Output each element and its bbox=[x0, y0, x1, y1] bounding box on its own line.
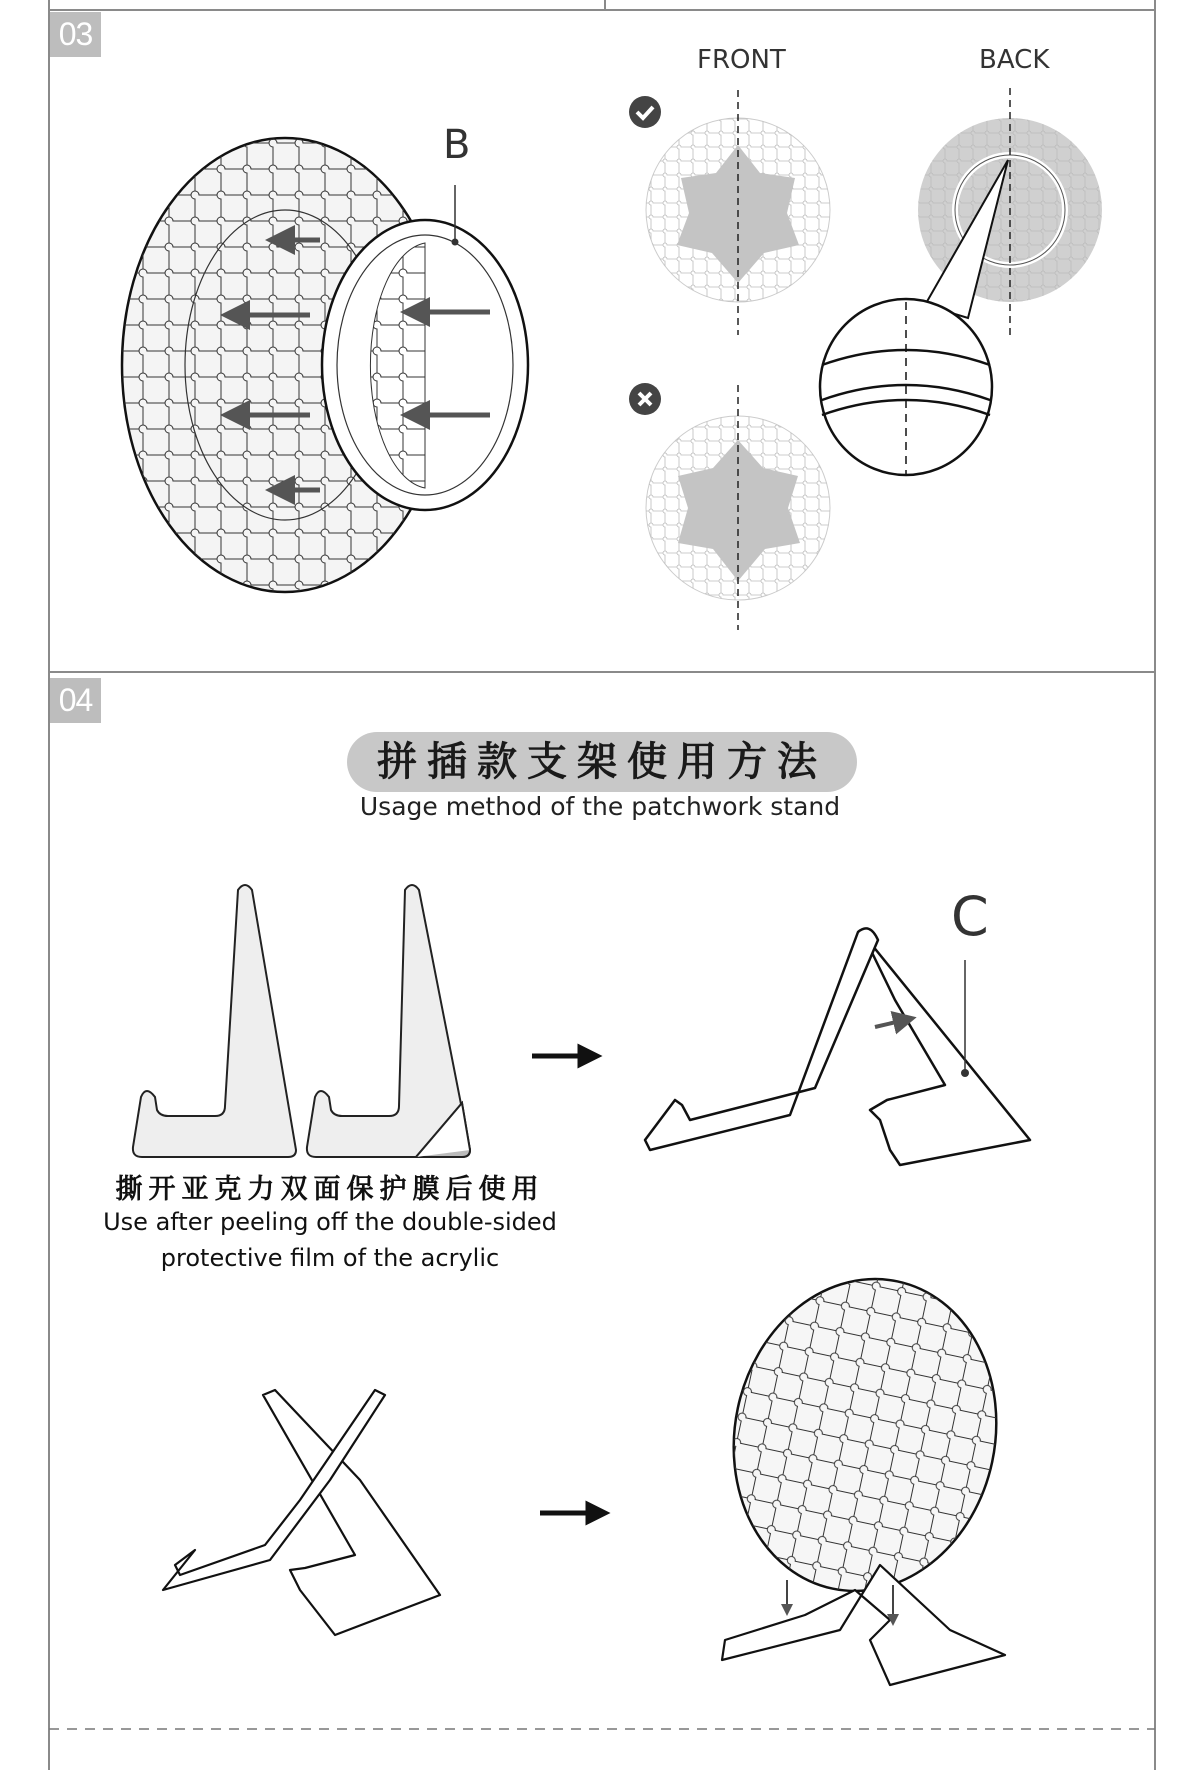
front-correct-disc bbox=[646, 90, 830, 335]
part-label-c: C bbox=[951, 885, 989, 948]
puzzle-ring-assembly bbox=[122, 138, 528, 592]
caption-chinese: 撕开亚克力双面保护膜后使用 bbox=[115, 1174, 545, 1205]
caption-english-line1: Use after peeling off the double-sided bbox=[103, 1208, 557, 1236]
step-badge-04: 04 bbox=[50, 678, 101, 723]
back-label: BACK bbox=[979, 45, 1050, 75]
front-label: FRONT bbox=[697, 45, 786, 75]
step-badge-03: 03 bbox=[50, 12, 101, 57]
crossed-stand bbox=[163, 1390, 440, 1635]
cross-circle-icon bbox=[629, 383, 661, 415]
front-incorrect-disc bbox=[646, 385, 830, 630]
stand-pieces bbox=[133, 885, 470, 1157]
check-circle-icon bbox=[629, 96, 661, 128]
title-chinese: 拼插款支架使用方法 bbox=[347, 732, 857, 792]
assembled-stand bbox=[645, 928, 1030, 1165]
caption-english-line2: protective film of the acrylic bbox=[160, 1244, 500, 1272]
puzzle-on-stand bbox=[705, 1254, 1025, 1685]
title-english: Usage method of the patchwork stand bbox=[359, 792, 841, 821]
part-label-b: B bbox=[443, 122, 471, 168]
arrow-icon bbox=[532, 1056, 598, 1513]
